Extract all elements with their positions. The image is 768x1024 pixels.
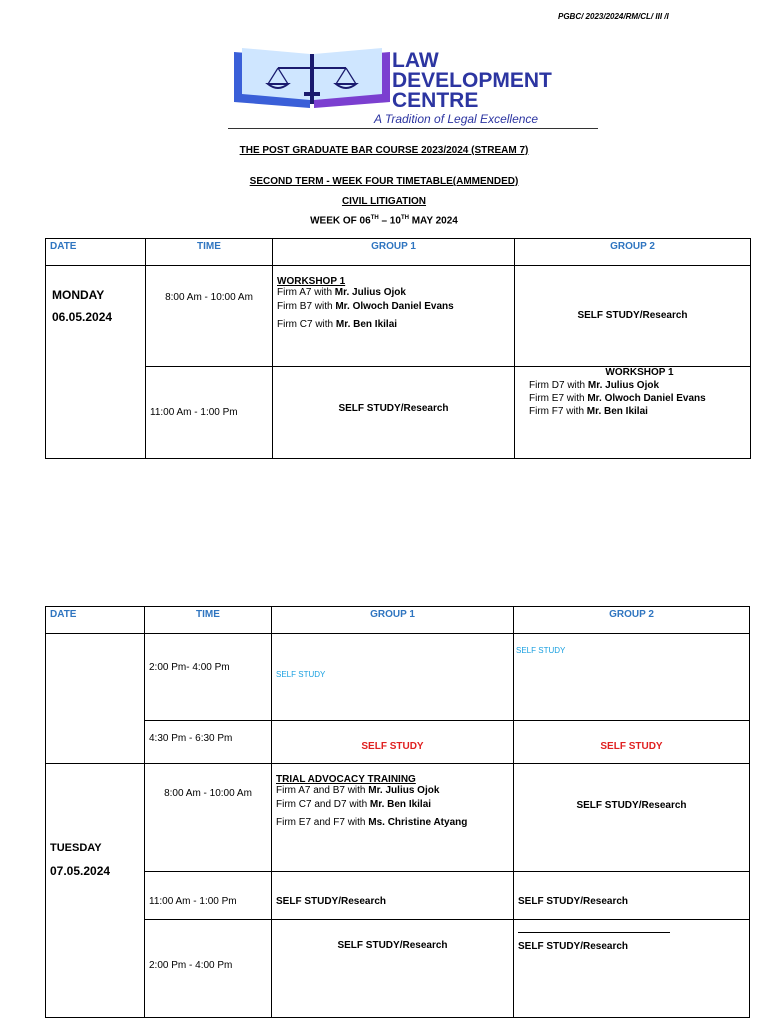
week-heading: WEEK OF 06TH – 10TH MAY 2024 [310,215,458,227]
list-item: Firm A7 and B7 with Mr. Julius Ojok [276,785,440,796]
group1-cell: SELF STUDY [272,721,514,764]
group2-cell: SELF STUDY/Research [514,872,750,920]
time-cell: 8:00 Am - 10:00 Am [145,764,272,872]
course-heading: THE POST GRADUATE BAR COURSE 2023/2024 (STREAM 7) [239,145,529,156]
day-name: TUESDAY [50,842,102,854]
header-time: TIME [146,239,273,266]
time-cell: 8:00 Am - 10:00 Am [146,266,273,367]
tuesday-timetable [45,606,750,1018]
logo-text-law: LAW [392,49,439,72]
subject-heading: CIVIL LITIGATION [341,196,427,207]
list-item: Firm F7 with Mr. Ben Ikilai [529,406,648,417]
header-date: DATE [46,607,145,634]
time-cell: 4:30 Pm - 6:30 Pm [145,721,272,764]
table-row [46,266,751,367]
logo-divider [228,128,598,129]
day-date: 07.05.2024 [50,864,111,878]
time-cell: 2:00 Pm- 4:00 Pm [145,634,272,721]
group2-cell: SELF STUDY [514,721,750,764]
group1-cell [272,764,514,872]
logo-tagline: A Tradition of Legal Excellence [374,112,539,126]
header-time: TIME [145,607,272,634]
group2-cell [515,367,751,459]
time-cell: 11:00 Am - 1:00 Pm [146,367,273,459]
header-group1: GROUP 1 [273,239,515,266]
divider-line [518,932,670,933]
group1-cell: SELF STUDY/Research [272,872,514,920]
table-row [46,721,750,764]
session-title: WORKSHOP 1 [277,276,346,287]
group1-cell [273,266,515,367]
day-name: MONDAY [52,288,105,302]
table-header-row [46,239,751,266]
header-group2: GROUP 2 [515,239,751,266]
header-group2: GROUP 2 [514,607,750,634]
list-item: Firm A7 with Mr. Julius Ojok [277,287,406,298]
table-header-row [46,607,750,634]
group2-cell [514,920,750,1018]
table-row [46,920,750,1018]
list-item: Firm D7 with Mr. Julius Ojok [529,380,660,391]
day-cell [46,634,145,764]
term-heading: SECOND TERM - WEEK FOUR TIMETABLE(AMMENDED) [249,176,519,187]
book-scales-icon [232,44,392,110]
document-reference: PGBC/ 2023/2024/RM/CL/ III /I [558,12,669,21]
ldc-logo [232,44,598,130]
list-item: Firm E7 and F7 with Ms. Christine Atyang [276,817,468,828]
time-cell: 2:00 Pm - 4:00 Pm [145,920,272,1018]
session-title: TRIAL ADVOCACY TRAINING [276,774,416,785]
group2-cell: SELF STUDY [514,634,750,721]
list-item: Firm B7 with Mr. Olwoch Daniel Evans [277,301,454,312]
day-cell [46,764,145,1018]
table-row [46,872,750,920]
monday-timetable [45,238,751,459]
session-title: WORKSHOP 1 [605,367,674,378]
header-date: DATE [46,239,146,266]
table-row [46,764,750,872]
logo-text-development: DEVELOPMENT [392,69,552,92]
logo-text-centre: CENTRE [392,89,479,112]
group1-cell: SELF STUDY [272,634,514,721]
header-group1: GROUP 1 [272,607,514,634]
list-item: Firm E7 with Mr. Olwoch Daniel Evans [529,393,706,404]
group2-text: SELF STUDY/Research [518,941,629,952]
time-cell: 11:00 Am - 1:00 Pm [145,872,272,920]
day-cell [46,266,146,459]
table-row [46,634,750,721]
group2-cell: SELF STUDY/Research [515,266,751,367]
group2-cell: SELF STUDY/Research [514,764,750,872]
list-item: Firm C7 and D7 with Mr. Ben Ikilai [276,799,432,810]
day-date: 06.05.2024 [52,310,113,324]
table-row [46,367,751,459]
group1-cell: SELF STUDY/Research [272,920,514,1018]
list-item: Firm C7 with Mr. Ben Ikilai [277,319,398,330]
group1-cell: SELF STUDY/Research [273,367,515,459]
